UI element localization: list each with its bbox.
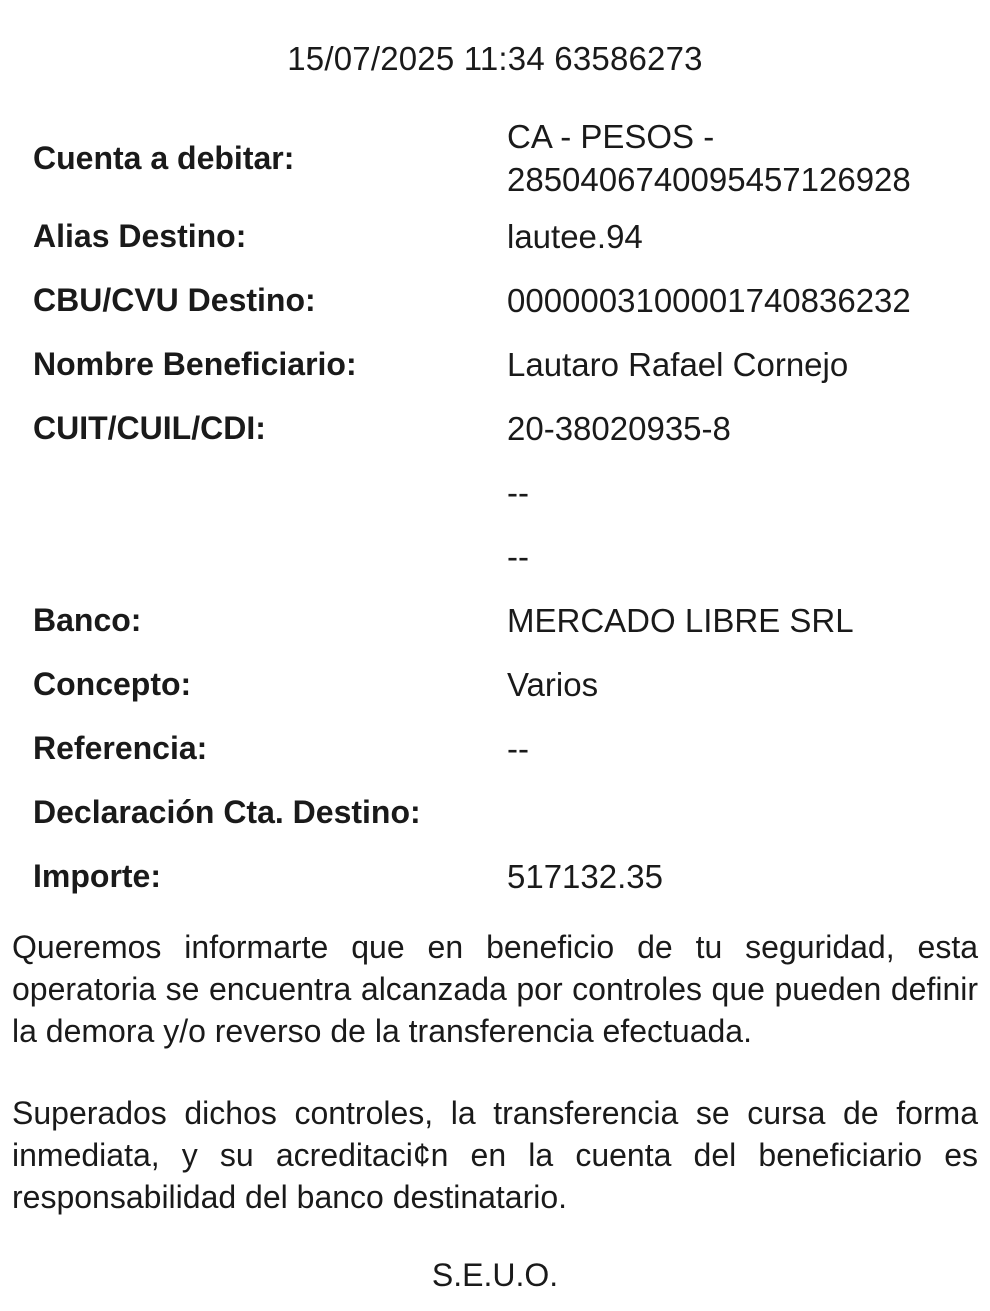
- accreditation-notice-paragraph: Superados dichos controles, la transferencia se cursa de forma inmediata, y su acreditaci¢n en la cuenta del beneficiario es responsabilidad del banco destinatario.: [12, 1095, 978, 1215]
- detail-row-empty-2: [0, 524, 990, 588]
- detail-value: --: [507, 537, 529, 575]
- detail-label: Nombre Beneficiario:: [33, 345, 357, 382]
- detail-label: Referencia:: [33, 729, 208, 766]
- detail-value: Varios: [507, 665, 599, 703]
- transaction-datetime: 15/07/2025 11:34: [287, 40, 545, 77]
- seuo-footer: S.E.U.O.: [431, 1257, 559, 1293]
- operation-number: 63586273: [554, 40, 703, 77]
- detail-value: lautee.94: [507, 217, 643, 255]
- detail-label: CUIT/CUIL/CDI:: [33, 409, 266, 446]
- receipt-details: [0, 112, 990, 908]
- detail-label: Declaración Cta. Destino:: [33, 793, 421, 830]
- detail-row-empty-1: [0, 460, 990, 524]
- amount-value: 517132.35: [507, 857, 663, 895]
- detail-value: 0000003100001740836232: [507, 281, 911, 319]
- detail-row-banco: [0, 588, 990, 652]
- detail-value: Lautaro Rafael Cornejo: [507, 345, 849, 383]
- detail-value: --: [507, 729, 529, 767]
- detail-value: 20-38020935-8: [507, 409, 731, 447]
- detail-row-declaracion-cta-destino: [0, 780, 990, 844]
- detail-label: Cuenta a debitar:: [33, 139, 295, 176]
- detail-value: --: [507, 473, 529, 511]
- detail-row-importe: [0, 844, 990, 908]
- detail-label: Alias Destino:: [33, 217, 247, 254]
- detail-row-nombre-beneficiario: [0, 332, 990, 396]
- detail-row-alias-destino: [0, 204, 990, 268]
- detail-value: MERCADO LIBRE SRL: [507, 601, 854, 639]
- detail-label: Concepto:: [33, 665, 192, 702]
- detail-value: CA - PESOS - 2850406740095457126928: [507, 118, 911, 198]
- detail-label: Importe:: [33, 857, 161, 894]
- security-notice-paragraph: Queremos informarte que en beneficio de tu seguridad, esta operatoria se encuentra alcanzada por controles que pueden definir la demora y/o reverso de la transferencia efectuada.: [12, 929, 978, 1049]
- detail-label: Banco:: [33, 601, 142, 638]
- detail-row-referencia: [0, 716, 990, 780]
- detail-label: CBU/CVU Destino:: [33, 281, 316, 318]
- receipt-header: [0, 40, 990, 78]
- detail-row-cbu-cvu-destino: [0, 268, 990, 332]
- detail-row-cuenta-debitar: [0, 112, 990, 204]
- detail-row-concepto: [0, 652, 990, 716]
- detail-row-cuit-cuil-cdi: [0, 396, 990, 460]
